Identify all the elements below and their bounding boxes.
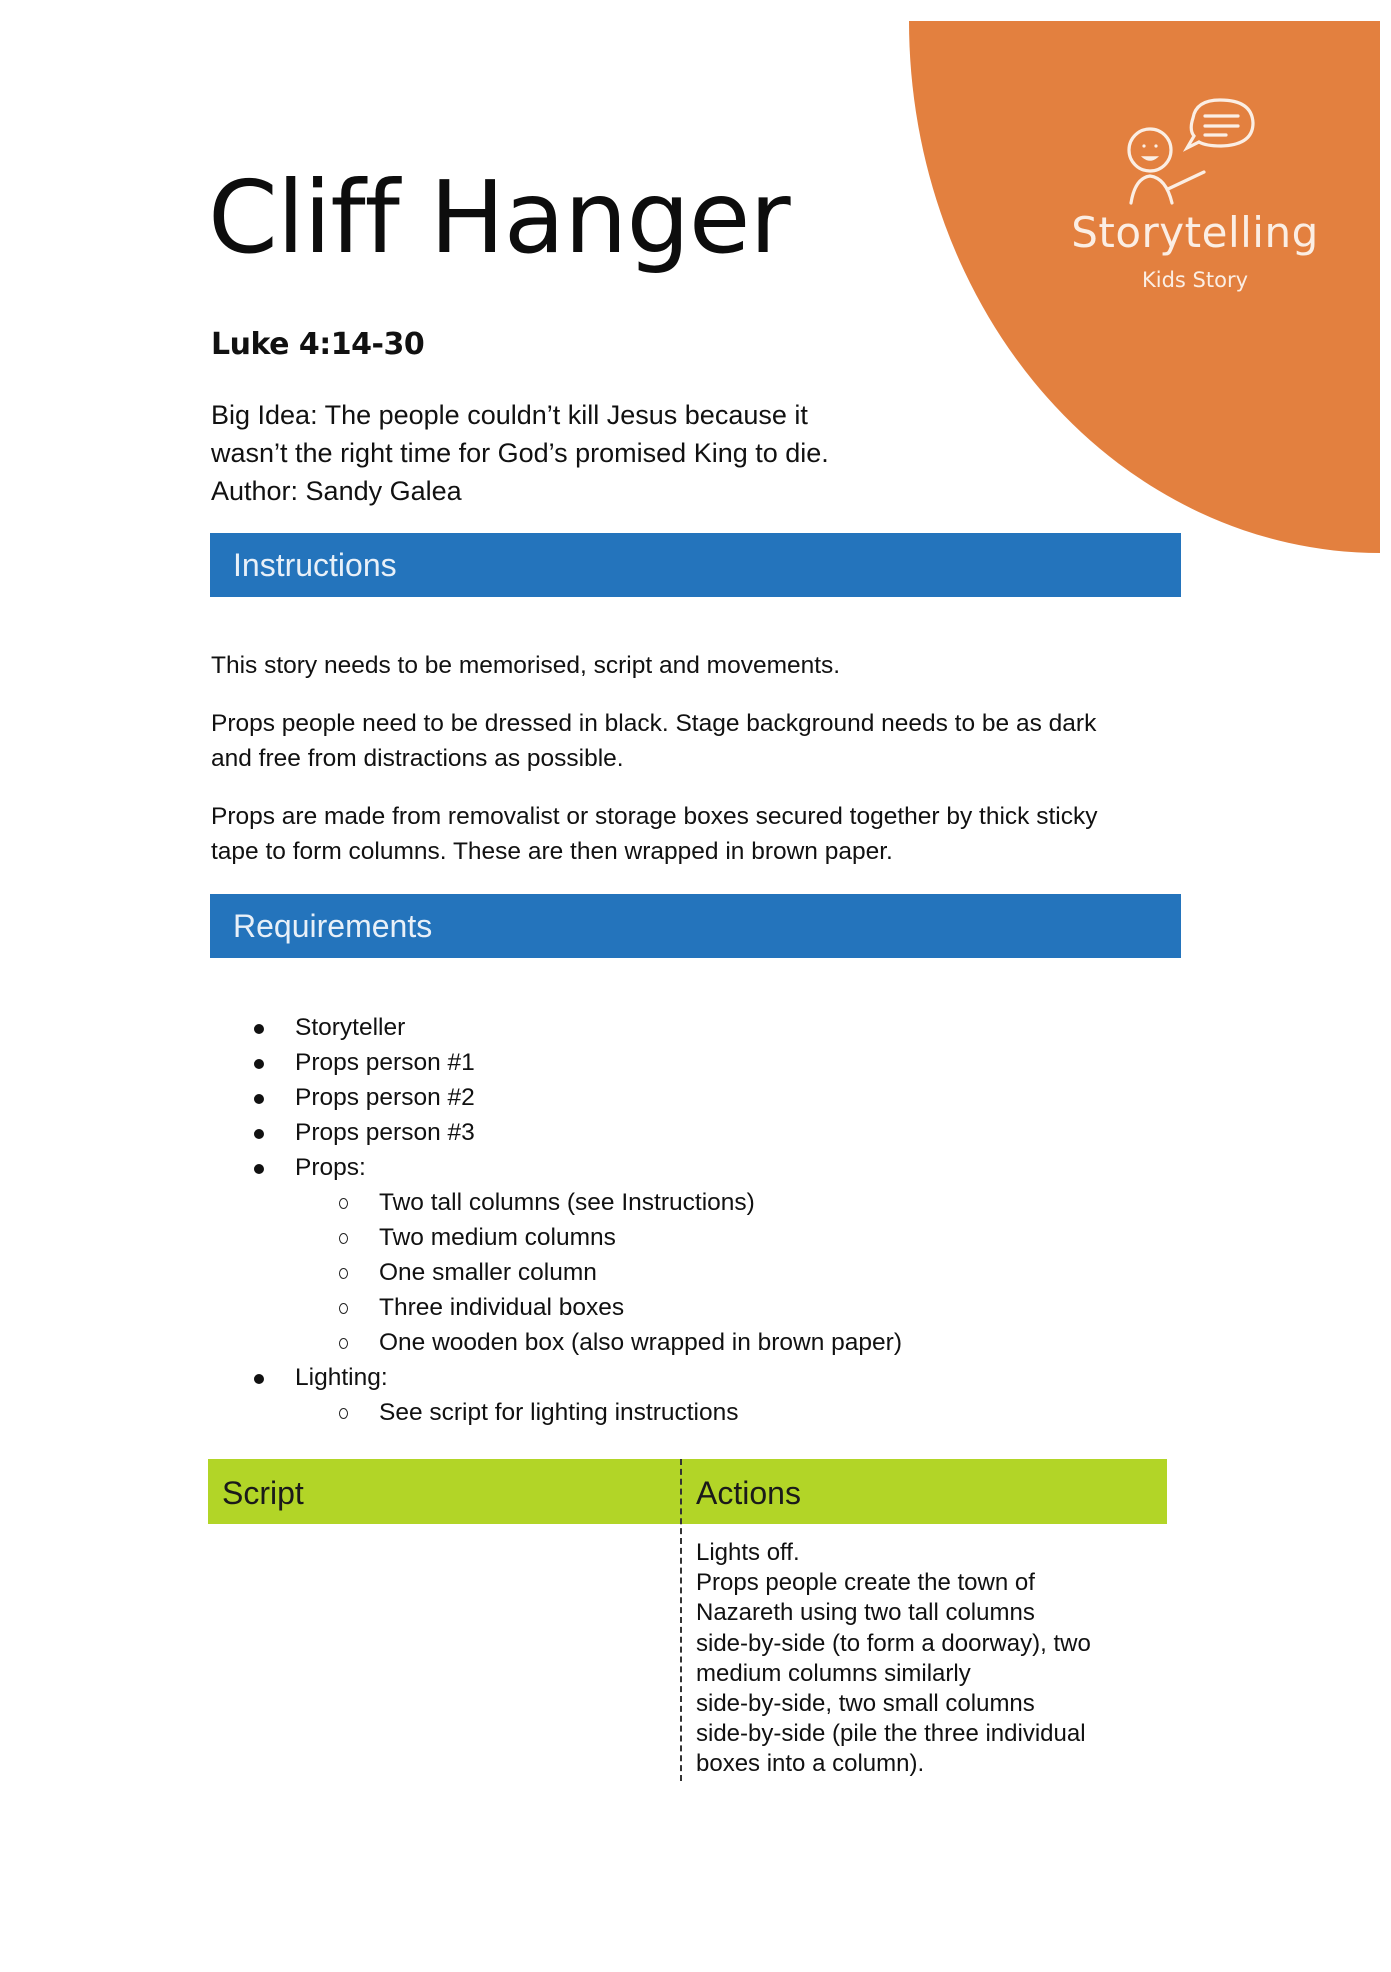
intro-text — [211, 396, 911, 510]
list-item-text: One smaller column — [379, 1259, 597, 1286]
column-divider — [680, 1459, 682, 1781]
list-item-text: Two tall columns (see Instructions) — [379, 1189, 755, 1216]
instructions-paragraph — [211, 648, 1196, 683]
requirements-heading-bar — [210, 894, 1181, 958]
list-item-text: Props: — [295, 1154, 366, 1181]
paragraph-line: This story needs to be memorised, script and movements. — [211, 652, 841, 679]
column-header-script: Script — [222, 1475, 304, 1511]
intro-line: wasn’t the right time for God’s promised King to die. — [211, 438, 829, 468]
bible-reference: Luke 4:14-30 — [211, 327, 425, 362]
paragraph-line: Props people need to be dressed in black. Stage background needs to be as dark — [211, 710, 1097, 737]
page-title: Cliff Hanger — [208, 159, 790, 276]
hollow-bullet-icon — [339, 1408, 348, 1419]
action-line: side-by-side (pile the three individual — [696, 1720, 1086, 1748]
sub-list-item — [211, 1325, 1111, 1360]
brand-corner-shape — [0, 0, 1391, 600]
list-item-text: Props person #3 — [295, 1119, 475, 1146]
list-item-text: Two medium columns — [379, 1224, 616, 1251]
action-line: Lights off. — [696, 1539, 800, 1566]
list-item-text: Lighting: — [295, 1364, 388, 1391]
instructions-paragraph — [211, 799, 1196, 869]
sub-list-item — [211, 1185, 1111, 1220]
list-item-text: Storyteller — [295, 1014, 406, 1041]
sub-list-item — [211, 1290, 1111, 1325]
instructions-heading: Instructions — [233, 547, 397, 583]
logo-title: Storytelling — [1071, 208, 1319, 257]
sub-list-item — [211, 1395, 1111, 1430]
action-line: Props people create the town of — [696, 1569, 1035, 1597]
instructions-heading-bar — [210, 533, 1181, 597]
paragraph-line: Props are made from removalist or storage boxes secured together by thick sticky — [211, 803, 1098, 830]
hollow-bullet-icon — [339, 1303, 348, 1314]
intro-line: Author: Sandy Galea — [211, 476, 462, 506]
list-item — [211, 1150, 1111, 1185]
list-item — [211, 1045, 1111, 1080]
list-item-text: See script for lighting instructions — [379, 1399, 739, 1426]
bullet-icon — [254, 1374, 264, 1384]
paragraph-line: and free from distractions as possible. — [211, 745, 624, 772]
action-line: Nazareth using two tall columns — [696, 1599, 1035, 1627]
requirements-heading: Requirements — [233, 908, 433, 944]
column-header-actions: Actions — [696, 1475, 801, 1511]
bullet-icon — [254, 1059, 264, 1069]
action-line: boxes into a column). — [696, 1750, 925, 1778]
instructions-paragraph — [211, 706, 1196, 776]
list-item-text: Three individual boxes — [379, 1294, 625, 1321]
logo-subtitle: Kids Story — [1141, 268, 1249, 292]
list-item — [211, 1080, 1111, 1115]
hollow-bullet-icon — [339, 1233, 348, 1244]
paragraph-line: tape to form columns. These are then wrapped in brown paper. — [211, 838, 893, 865]
bullet-icon — [254, 1129, 264, 1139]
list-item-text: Props person #1 — [295, 1049, 475, 1076]
action-line: side-by-side (to form a doorway), two — [696, 1629, 1091, 1657]
hollow-bullet-icon — [339, 1338, 348, 1349]
bullet-icon — [254, 1094, 264, 1104]
list-item-text: One wooden box (also wrapped in brown paper) — [379, 1329, 902, 1356]
action-line: side-by-side, two small columns — [696, 1690, 1035, 1718]
bullet-icon — [254, 1024, 264, 1034]
list-item — [211, 1360, 1111, 1395]
list-item-text: Props person #2 — [295, 1084, 475, 1111]
actions-cell — [696, 1538, 1166, 1780]
hollow-bullet-icon — [339, 1268, 348, 1279]
bullet-icon — [254, 1164, 264, 1174]
sub-list-item — [211, 1255, 1111, 1290]
list-item — [211, 1115, 1111, 1150]
sub-list-item — [211, 1220, 1111, 1255]
hollow-bullet-icon — [339, 1198, 348, 1209]
requirements-list — [211, 1010, 1111, 1430]
list-item — [211, 1010, 1111, 1045]
script-table-header — [208, 1459, 1167, 1524]
action-line: medium columns similarly — [696, 1659, 971, 1687]
intro-line: Big Idea: The people couldn’t kill Jesus because it — [211, 400, 808, 430]
